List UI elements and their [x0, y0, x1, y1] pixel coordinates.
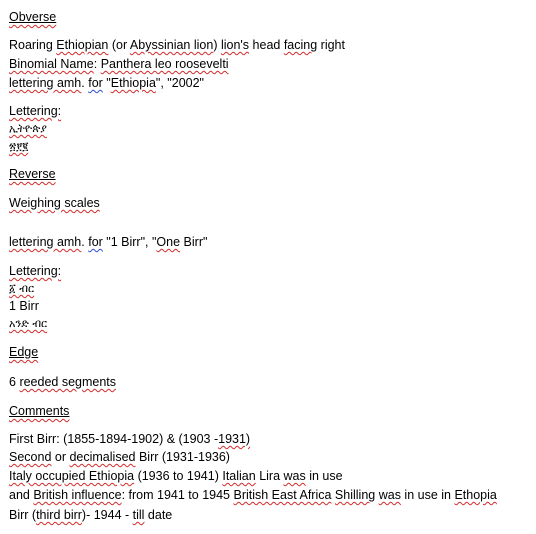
misspelled-word[interactable]: third birr — [36, 508, 82, 522]
text-run: " — [102, 76, 111, 90]
binomial-name-line — [9, 56, 229, 72]
misspelled-word[interactable]: Shilling — [334, 488, 376, 502]
reverse-heading-text: Reverse — [9, 167, 56, 181]
text-run: (1936 to 1941) — [134, 469, 223, 483]
text-run: "1 Birr", " — [102, 235, 157, 249]
amharic-text[interactable]: ኢትዮጵያ — [9, 122, 47, 135]
misspelled-word[interactable]: lion's — [220, 38, 250, 52]
text-run: date — [144, 508, 173, 522]
reverse-lettering-desc-line — [9, 234, 207, 250]
lettering-label-text[interactable]: Lettering: — [9, 264, 62, 278]
text-run: Birr ( — [9, 508, 37, 522]
text-run: . — [81, 235, 89, 249]
obverse-lettering-year — [9, 139, 28, 155]
text-run: First Birr: (1855-1894-1902) & (1903 - — [9, 432, 219, 446]
comment-line-first-birr — [9, 431, 250, 447]
geez-numeral-text[interactable]: ፳፻፪ — [9, 140, 29, 153]
reverse-lettering-label — [9, 263, 61, 279]
grammar-flagged-word[interactable]: for — [88, 235, 103, 249]
text-run: head — [249, 38, 284, 52]
misspelled-word[interactable]: Binomial Name — [9, 57, 94, 71]
reverse-lettering-latin — [9, 298, 39, 314]
comment-line-third-birr — [9, 507, 172, 523]
obverse-heading-text: Obverse — [9, 10, 57, 24]
text-run: Birr (1931-1936) — [135, 450, 230, 464]
obverse-lettering-label — [9, 103, 61, 119]
misspelled-word[interactable]: Panthera leo roosevelti — [100, 57, 229, 71]
text-run: or — [51, 450, 70, 464]
amharic-text[interactable]: አንድ ብር — [9, 317, 48, 330]
text-run: ) — [213, 38, 221, 52]
reverse-description-line — [9, 195, 100, 211]
misspelled-word[interactable]: reeded segments — [19, 375, 117, 389]
text-run: . — [81, 76, 89, 90]
misspelled-word[interactable]: was — [378, 488, 401, 502]
text-run: : from 1941 to 1945 — [121, 488, 234, 502]
obverse-heading — [9, 9, 56, 25]
misspelled-word[interactable]: Weighing scales — [9, 196, 100, 210]
text-run: : — [93, 57, 101, 71]
misspelled-word[interactable]: 1931) — [218, 432, 251, 446]
amharic-text[interactable]: ፩ ብር — [9, 282, 35, 295]
comment-line-second-birr — [9, 449, 230, 465]
edge-heading — [9, 344, 38, 360]
comments-heading-text: Comments — [9, 404, 70, 418]
misspelled-word[interactable]: till — [132, 508, 145, 522]
misspelled-word[interactable]: Italian — [222, 469, 256, 483]
reverse-lettering-amharic — [9, 316, 47, 332]
obverse-lettering-desc-line — [9, 75, 204, 91]
comments-heading — [9, 403, 69, 419]
text-run: ", "2002" — [155, 76, 204, 90]
edge-heading-text: Edge — [9, 345, 39, 359]
text-run: in use — [305, 469, 343, 483]
comment-line-italy — [9, 468, 343, 484]
edge-description-line — [9, 374, 116, 390]
misspelled-word[interactable]: One — [156, 235, 181, 249]
obverse-description-line — [9, 37, 345, 53]
misspelled-word[interactable]: Second — [9, 450, 52, 464]
misspelled-word[interactable]: British influence — [33, 488, 122, 502]
misspelled-word[interactable]: Ethiopia — [110, 76, 156, 90]
misspelled-word[interactable]: Abyssinian lion — [129, 38, 214, 52]
text-run: Birr" — [180, 235, 208, 249]
obverse-lettering-amharic — [9, 121, 47, 137]
text-run: )- 1944 - — [81, 508, 133, 522]
lettering-label-text[interactable]: Lettering: — [9, 104, 62, 118]
misspelled-word[interactable]: Ethopia — [454, 488, 497, 502]
text-run: right — [317, 38, 345, 52]
text-run: Lira — [255, 469, 284, 483]
misspelled-word[interactable]: Ethiopian — [56, 38, 109, 52]
document-page — [9, 0, 529, 534]
text-run: 6 — [9, 375, 20, 389]
misspelled-word[interactable]: was — [283, 469, 306, 483]
misspelled-word[interactable]: decimalised — [69, 450, 136, 464]
comment-line-british — [9, 487, 497, 503]
lettering-text: 1 Birr — [9, 299, 39, 313]
misspelled-word[interactable]: British East Africa — [233, 488, 332, 502]
text-run: Roaring — [9, 38, 57, 52]
misspelled-word[interactable]: lettering amh — [9, 76, 82, 90]
misspelled-word[interactable]: facing — [283, 38, 318, 52]
reverse-heading — [9, 166, 56, 182]
text-run: (or — [108, 38, 130, 52]
misspelled-word[interactable]: lettering amh — [9, 235, 82, 249]
text-run: in use in — [400, 488, 455, 502]
text-run: and — [9, 488, 34, 502]
grammar-flagged-word[interactable]: for — [88, 76, 103, 90]
misspelled-word[interactable]: Italy occupied Ethiopia — [9, 469, 135, 483]
reverse-lettering-geez — [9, 281, 34, 297]
